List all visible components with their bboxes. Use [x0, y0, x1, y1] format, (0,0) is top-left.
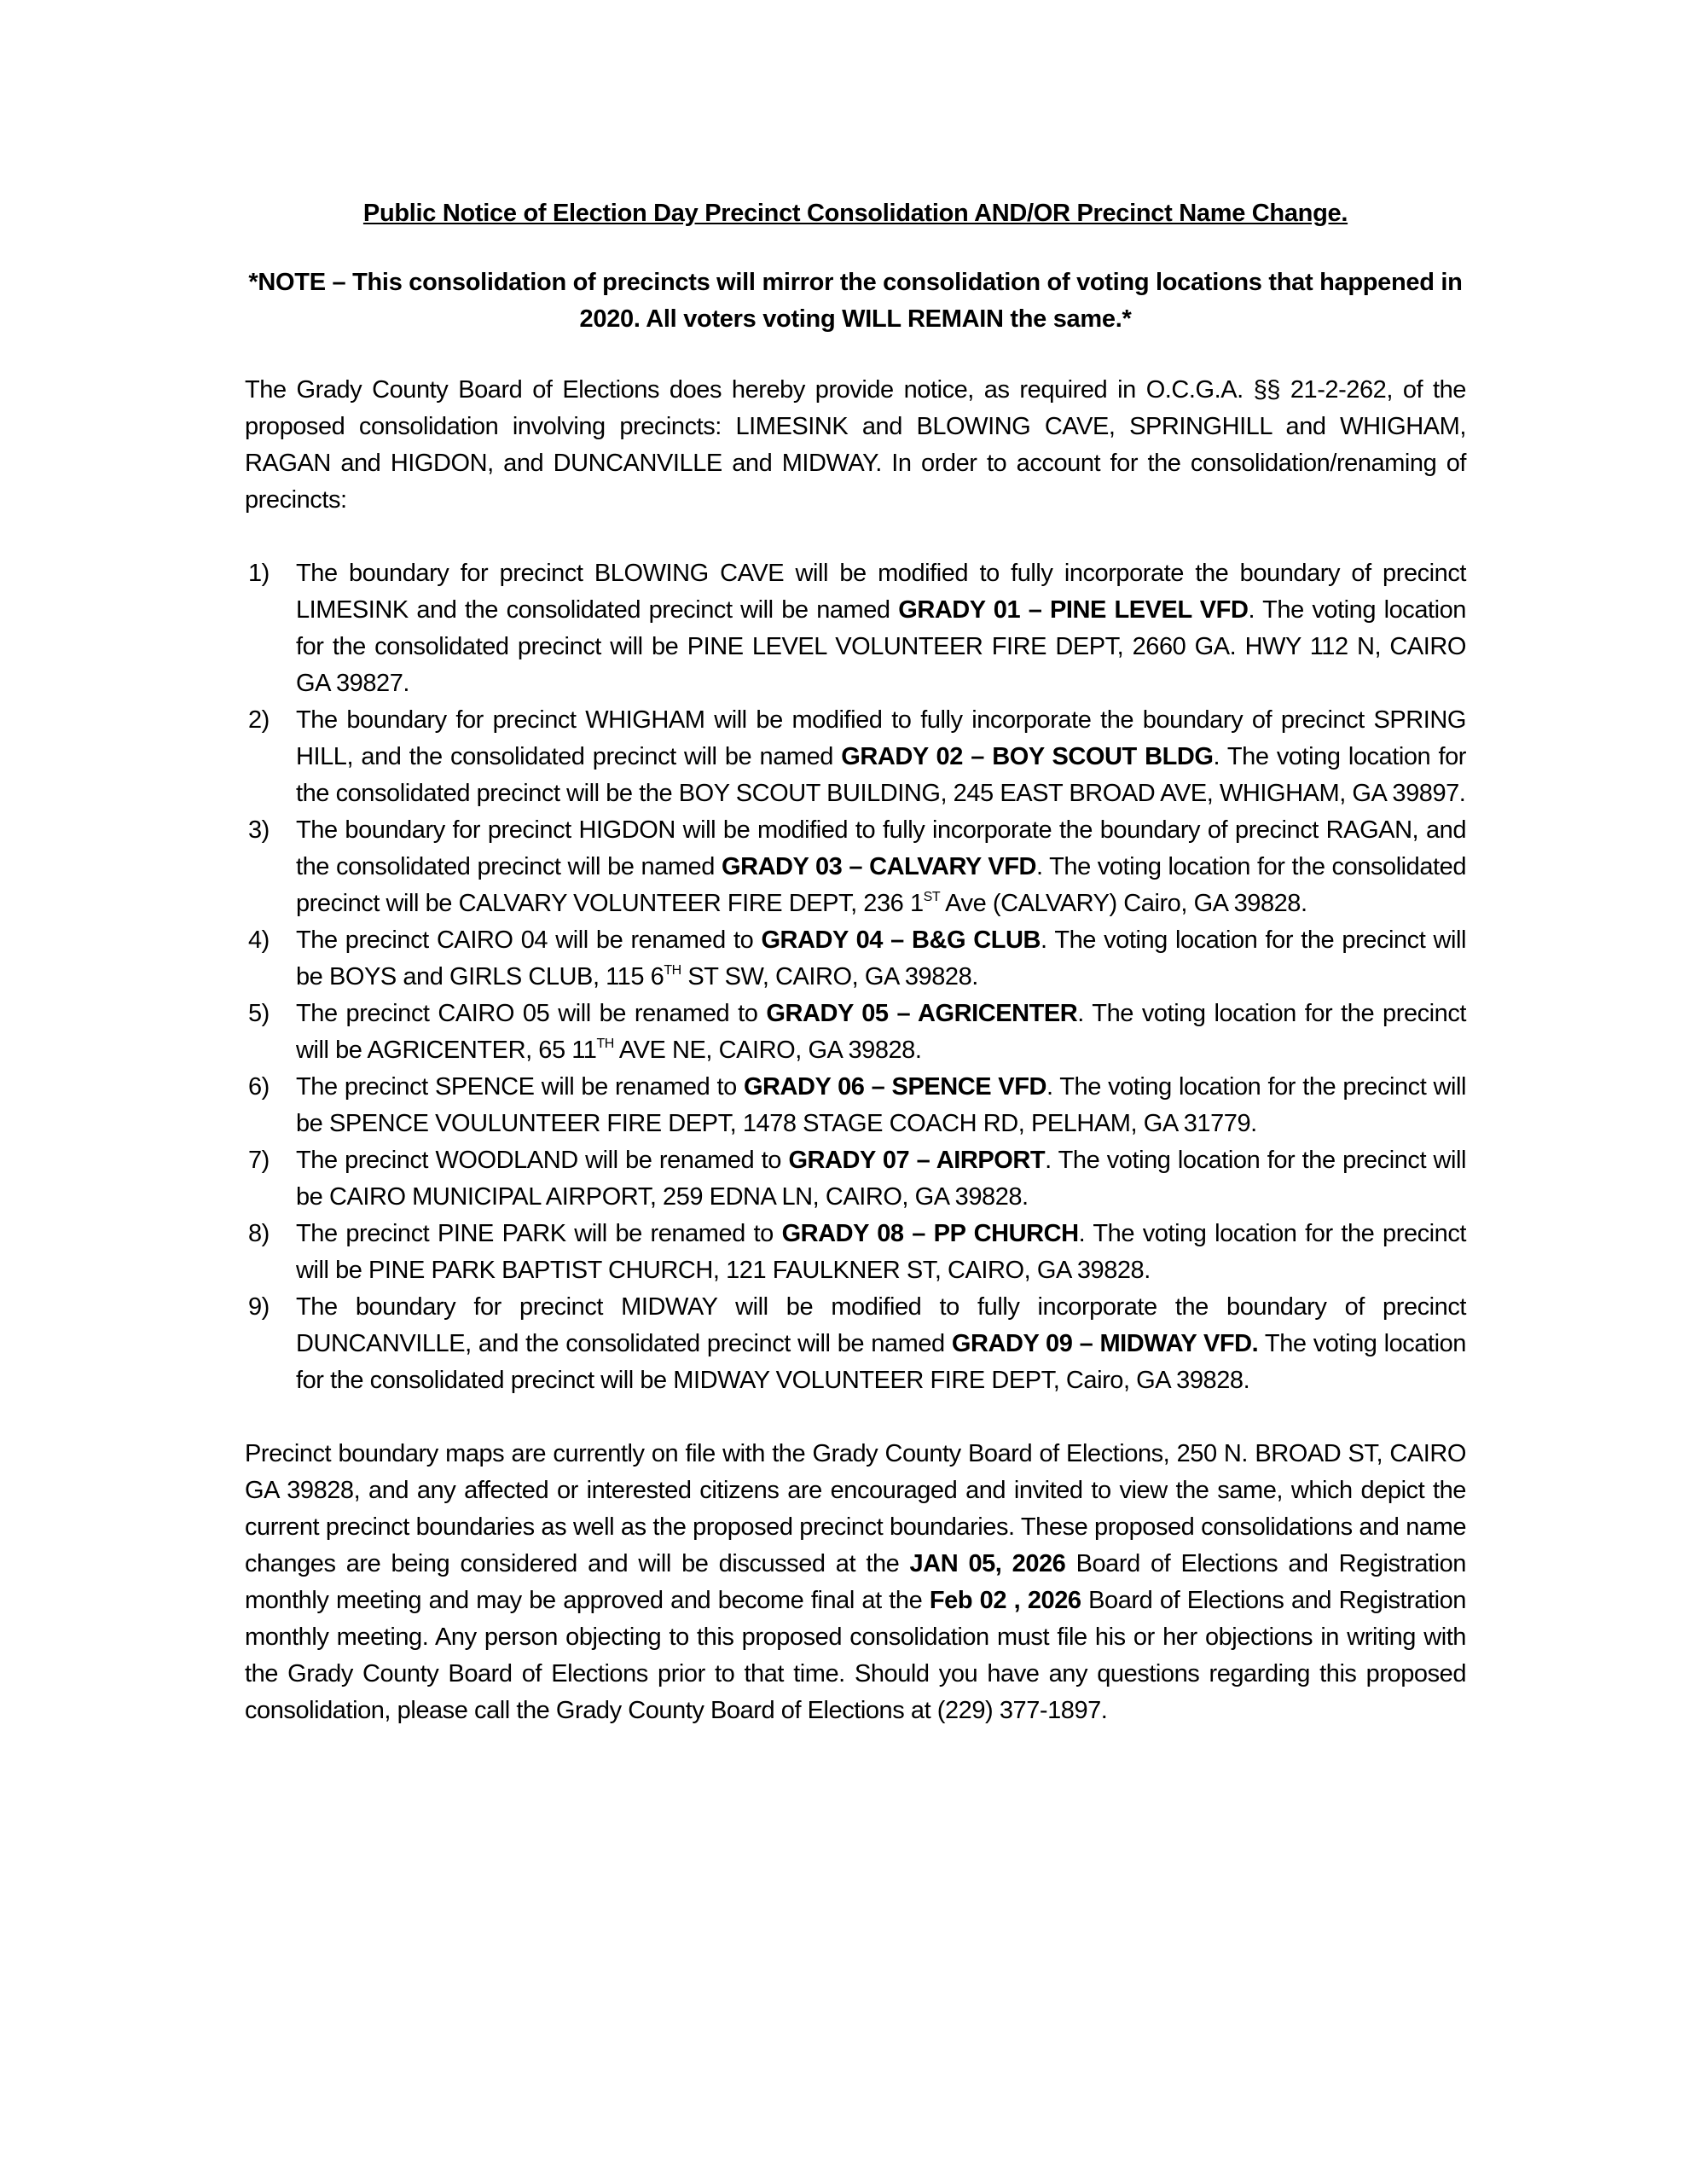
- item-number: 1): [248, 560, 270, 587]
- item-text: The precinct CAIRO 05 will be renamed to: [296, 1000, 767, 1027]
- item-number: 7): [248, 1147, 270, 1174]
- list-item-9: [245, 1289, 1466, 1399]
- list-item-1: [245, 555, 1466, 702]
- item-number: 4): [248, 926, 270, 954]
- item-text: The boundary for precinct WHIGHAM will be modified to fully incorporate the boundary of precinct SPRING HILL, and the consolidated precinct will be named: [296, 706, 1466, 770]
- notice-document: [245, 195, 1466, 1729]
- new-precinct-name: GRADY 03 – CALVARY VFD: [721, 853, 1036, 880]
- item-text: . The voting location for the consolidated precinct will be CALVARY VOLUNTEER FIRE DEPT, 236 1: [296, 853, 1466, 917]
- item-text: The precinct CAIRO 04 will be renamed to: [296, 926, 762, 954]
- item-text: . The voting location for the precinct will be BOYS and GIRLS CLUB, 115 6: [296, 926, 1466, 990]
- item-text: Ave (CALVARY) Cairo, GA 39828.: [940, 890, 1307, 917]
- item-text: The precinct SPENCE will be renamed to: [296, 1073, 744, 1101]
- item-text: . The voting location for the precinct will be PINE PARK BAPTIST CHURCH, 121 FAULKNER ST, CAIRO, GA 39828.: [296, 1220, 1467, 1284]
- item-text: . The voting location for the consolidated precinct will be the BOY SCOUT BUILDING, 245 EAST BROAD AVE, WHIGHAM, GA 39897.: [296, 743, 1466, 807]
- new-precinct-name: GRADY 06 – SPENCE VFD: [743, 1073, 1046, 1101]
- closing-text: Precinct boundary maps are currently on file with the Grady County Board of Elections, 250 N. BROAD ST, CAIRO GA 39828, and any affected or interested citizens are encouraged and invited to view the same, which depict the current precinct boundaries as well as the proposed precinct boundaries. These proposed consolidations and name changes are being considered and will be discussed at the: [245, 1440, 1466, 1577]
- item-number: 3): [248, 816, 270, 844]
- list-item-7: [245, 1142, 1466, 1216]
- consolidation-note: *NOTE – This consolidation of precincts will mirror the consolidation of voting locations that happened in 2020. All voters voting WILL REMAIN the same.*: [248, 269, 1463, 333]
- item-text: AVE NE, CAIRO, GA 39828.: [613, 1037, 922, 1064]
- list-item-8: [245, 1216, 1466, 1289]
- ordinal-suffix: TH: [596, 1037, 614, 1051]
- item-text: . The voting location for the precinct will be CAIRO MUNICIPAL AIRPORT, 259 EDNA LN, CAIRO, GA 39828.: [296, 1147, 1466, 1211]
- item-text: The boundary for precinct MIDWAY will be modified to fully incorporate the boundary of precinct DUNCANVILLE, and the consolidated precinct will be named: [296, 1293, 1466, 1357]
- list-item-5: [245, 996, 1466, 1069]
- item-number: 5): [248, 1000, 270, 1027]
- closing-text: Board of Elections and Registration monthly meeting and may be approved and become final at the: [245, 1550, 1466, 1614]
- list-item-3: [245, 812, 1466, 922]
- item-text: The boundary for precinct BLOWING CAVE will be modified to fully incorporate the boundary of precinct LIMESINK and the consolidated precinct will be named: [296, 560, 1466, 624]
- item-text: The boundary for precinct HIGDON will be modified to fully incorporate the boundary of precinct RAGAN, and the consolidated precinct will be named: [296, 816, 1466, 880]
- item-number: 8): [248, 1220, 270, 1247]
- item-number: 6): [248, 1073, 270, 1101]
- new-precinct-name: GRADY 04 – B&G CLUB: [761, 926, 1041, 954]
- list-item-6: [245, 1069, 1466, 1142]
- meeting-date-2: Feb 02 , 2026: [929, 1587, 1081, 1614]
- closing-paragraph: [245, 1436, 1466, 1729]
- precinct-change-list: [245, 555, 1466, 1399]
- item-text: The voting location for the consolidated precinct will be MIDWAY VOLUNTEER FIRE DEPT, Cairo, GA 39828.: [296, 1330, 1466, 1394]
- list-item-4: [245, 922, 1466, 996]
- notice-title: Public Notice of Election Day Precinct Consolidation AND/OR Precinct Name Change.: [362, 200, 1348, 227]
- intro-paragraph: The Grady County Board of Elections does hereby provide notice, as required in O.C.G.A. §§ 21-2-262, of the proposed consolidation involving precincts: LIMESINK and BLOWING CAVE, SPRINGHILL and WHIGHAM, RAGAN and HIGDON, and DUNCANVILLE and MIDWAY. In order to account for the consolidation/renaming of precincts:: [245, 376, 1466, 514]
- new-precinct-name: GRADY 05 – AGRICENTER: [766, 1000, 1078, 1027]
- new-precinct-name: GRADY 09 – MIDWAY VFD.: [951, 1330, 1259, 1357]
- ordinal-suffix: TH: [664, 963, 681, 978]
- item-text: The precinct WOODLAND will be renamed to: [296, 1147, 789, 1174]
- item-number: 9): [248, 1293, 270, 1321]
- meeting-date-1: JAN 05, 2026: [909, 1550, 1066, 1577]
- item-text: ST SW, CAIRO, GA 39828.: [681, 963, 978, 990]
- item-text: . The voting location for the precinct will be SPENCE VOULUNTEER FIRE DEPT, 1478 STAGE COACH RD, PELHAM, GA 31779.: [296, 1073, 1466, 1137]
- new-precinct-name: GRADY 07 – AIRPORT: [788, 1147, 1046, 1174]
- item-number: 2): [248, 706, 270, 734]
- new-precinct-name: GRADY 08 – PP CHURCH: [781, 1220, 1079, 1247]
- item-text: . The voting location for the consolidated precinct will be PINE LEVEL VOLUNTEER FIRE DEPT, 2660 GA. HWY 112 N, CAIRO GA 39827.: [296, 596, 1466, 697]
- new-precinct-name: GRADY 01 – PINE LEVEL VFD: [898, 596, 1249, 624]
- list-item-2: [245, 702, 1466, 812]
- new-precinct-name: GRADY 02 – BOY SCOUT BLDG: [841, 743, 1214, 770]
- item-text: The precinct PINE PARK will be renamed to: [296, 1220, 782, 1247]
- ordinal-suffix: ST: [923, 890, 941, 904]
- closing-text: Board of Elections and Registration monthly meeting. Any person objecting to this proposed consolidation must file his or her objections in writing with the Grady County Board of Elections prior to that time. Should you have any questions regarding this proposed consolidation, please call the Grady County Board of Elections at (229) 377-1897.: [245, 1587, 1466, 1724]
- item-text: . The voting location for the precinct will be AGRICENTER, 65 11: [296, 1000, 1467, 1064]
